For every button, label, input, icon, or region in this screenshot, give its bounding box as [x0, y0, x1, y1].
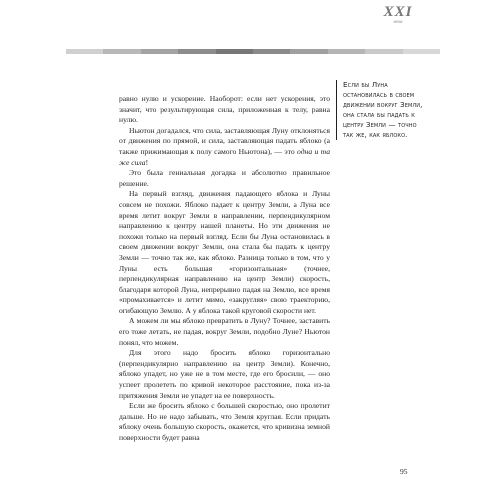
- bar-segment: [253, 49, 290, 54]
- header-gradient-bar: [66, 49, 440, 54]
- page-number: 95: [400, 467, 408, 476]
- paragraph: равно нулю и ускорение. Наоборот: если нет ускорения, это значит, что результирующая сила, приложенная к телу, равна нулю.: [119, 94, 330, 125]
- chapter-number: XXI: [383, 4, 413, 20]
- bar-segment: [328, 49, 365, 54]
- paragraph-text: !: [145, 157, 149, 167]
- paragraph: Это была гениальная догадка и абсолютно правильное решение.: [119, 168, 330, 188]
- bar-segment: [216, 49, 253, 54]
- bar-segment: [290, 49, 327, 54]
- paragraph: Если же бросить яблоко с большей скоростью, оно пролетит дальше. Но не надо забывать, что Земля круглая. Если придать яблоку очень большую скорость, окажется, что кривизна земной поверхности будет равна: [119, 401, 330, 442]
- bar-segment: [66, 49, 103, 54]
- margin-note: Если бы Луна остановилась в своем движении вокруг Земли, она стала бы падать к центру Земли — точно так же, как яблоко.: [336, 80, 427, 140]
- paragraph: Для этого надо бросить яблоко горизонтально (перпендикулярно направлению на центр Земли). Конечно, яблоко упадет, но уже не в том месте, где его бросили, — оно успеет пролететь по кривой некоторое расстояние, пока из-за притяжения Земли не упадет на ее поверхность.: [119, 348, 330, 400]
- bar-segment: [178, 49, 215, 54]
- bar-segment: [141, 49, 178, 54]
- chapter-word: веха: [393, 20, 403, 25]
- chapter-marker: [368, 4, 428, 26]
- paragraph: [119, 126, 330, 168]
- bar-segment: [103, 49, 140, 54]
- paragraph-text: Ньютон догадался, что сила, заставляющая Луну отклоняться от движения по прямой, и сила, заставляющая падать яблоко (а также прижимающая к полу самого Ньютона), — это: [119, 125, 330, 156]
- body-text: [119, 94, 330, 444]
- bar-segment: [365, 49, 402, 54]
- emphasis-text: одна и та же сила: [119, 146, 330, 167]
- paragraph: А можем ли мы яблоко превратить в Луну? Точнее, заставить его тоже летать, не падая, вокруг Земли, подобно Луне? Ньютон понял, что можем.: [119, 316, 330, 347]
- paragraph: На первый взгляд, движения падающего яблока и Луны совсем не похожи. Яблоко падает к центру Земли, а Луна все время летит вокруг Земли в направлении, перпендикулярном направлению к центру нашей планеты. Но эти движения не похожи только на первый взгляд. Если бы Луна остановилась в своем движении вокруг Земли, она стала бы падать к центру Земли — точно так же, как яблоко. Разница только в том, что у Луны есть большая «горизонтальная» (точнее, перпендикулярная направлению на центр Земли) скорость, благодаря которой Луна, непрерывно падая на Землю, все время «промахивается» и летит мимо, «закругляя» свою траекторию, огибающую Землю. А у яблока такой круговой скорости нет.: [119, 189, 330, 315]
- bar-segment: [403, 49, 440, 54]
